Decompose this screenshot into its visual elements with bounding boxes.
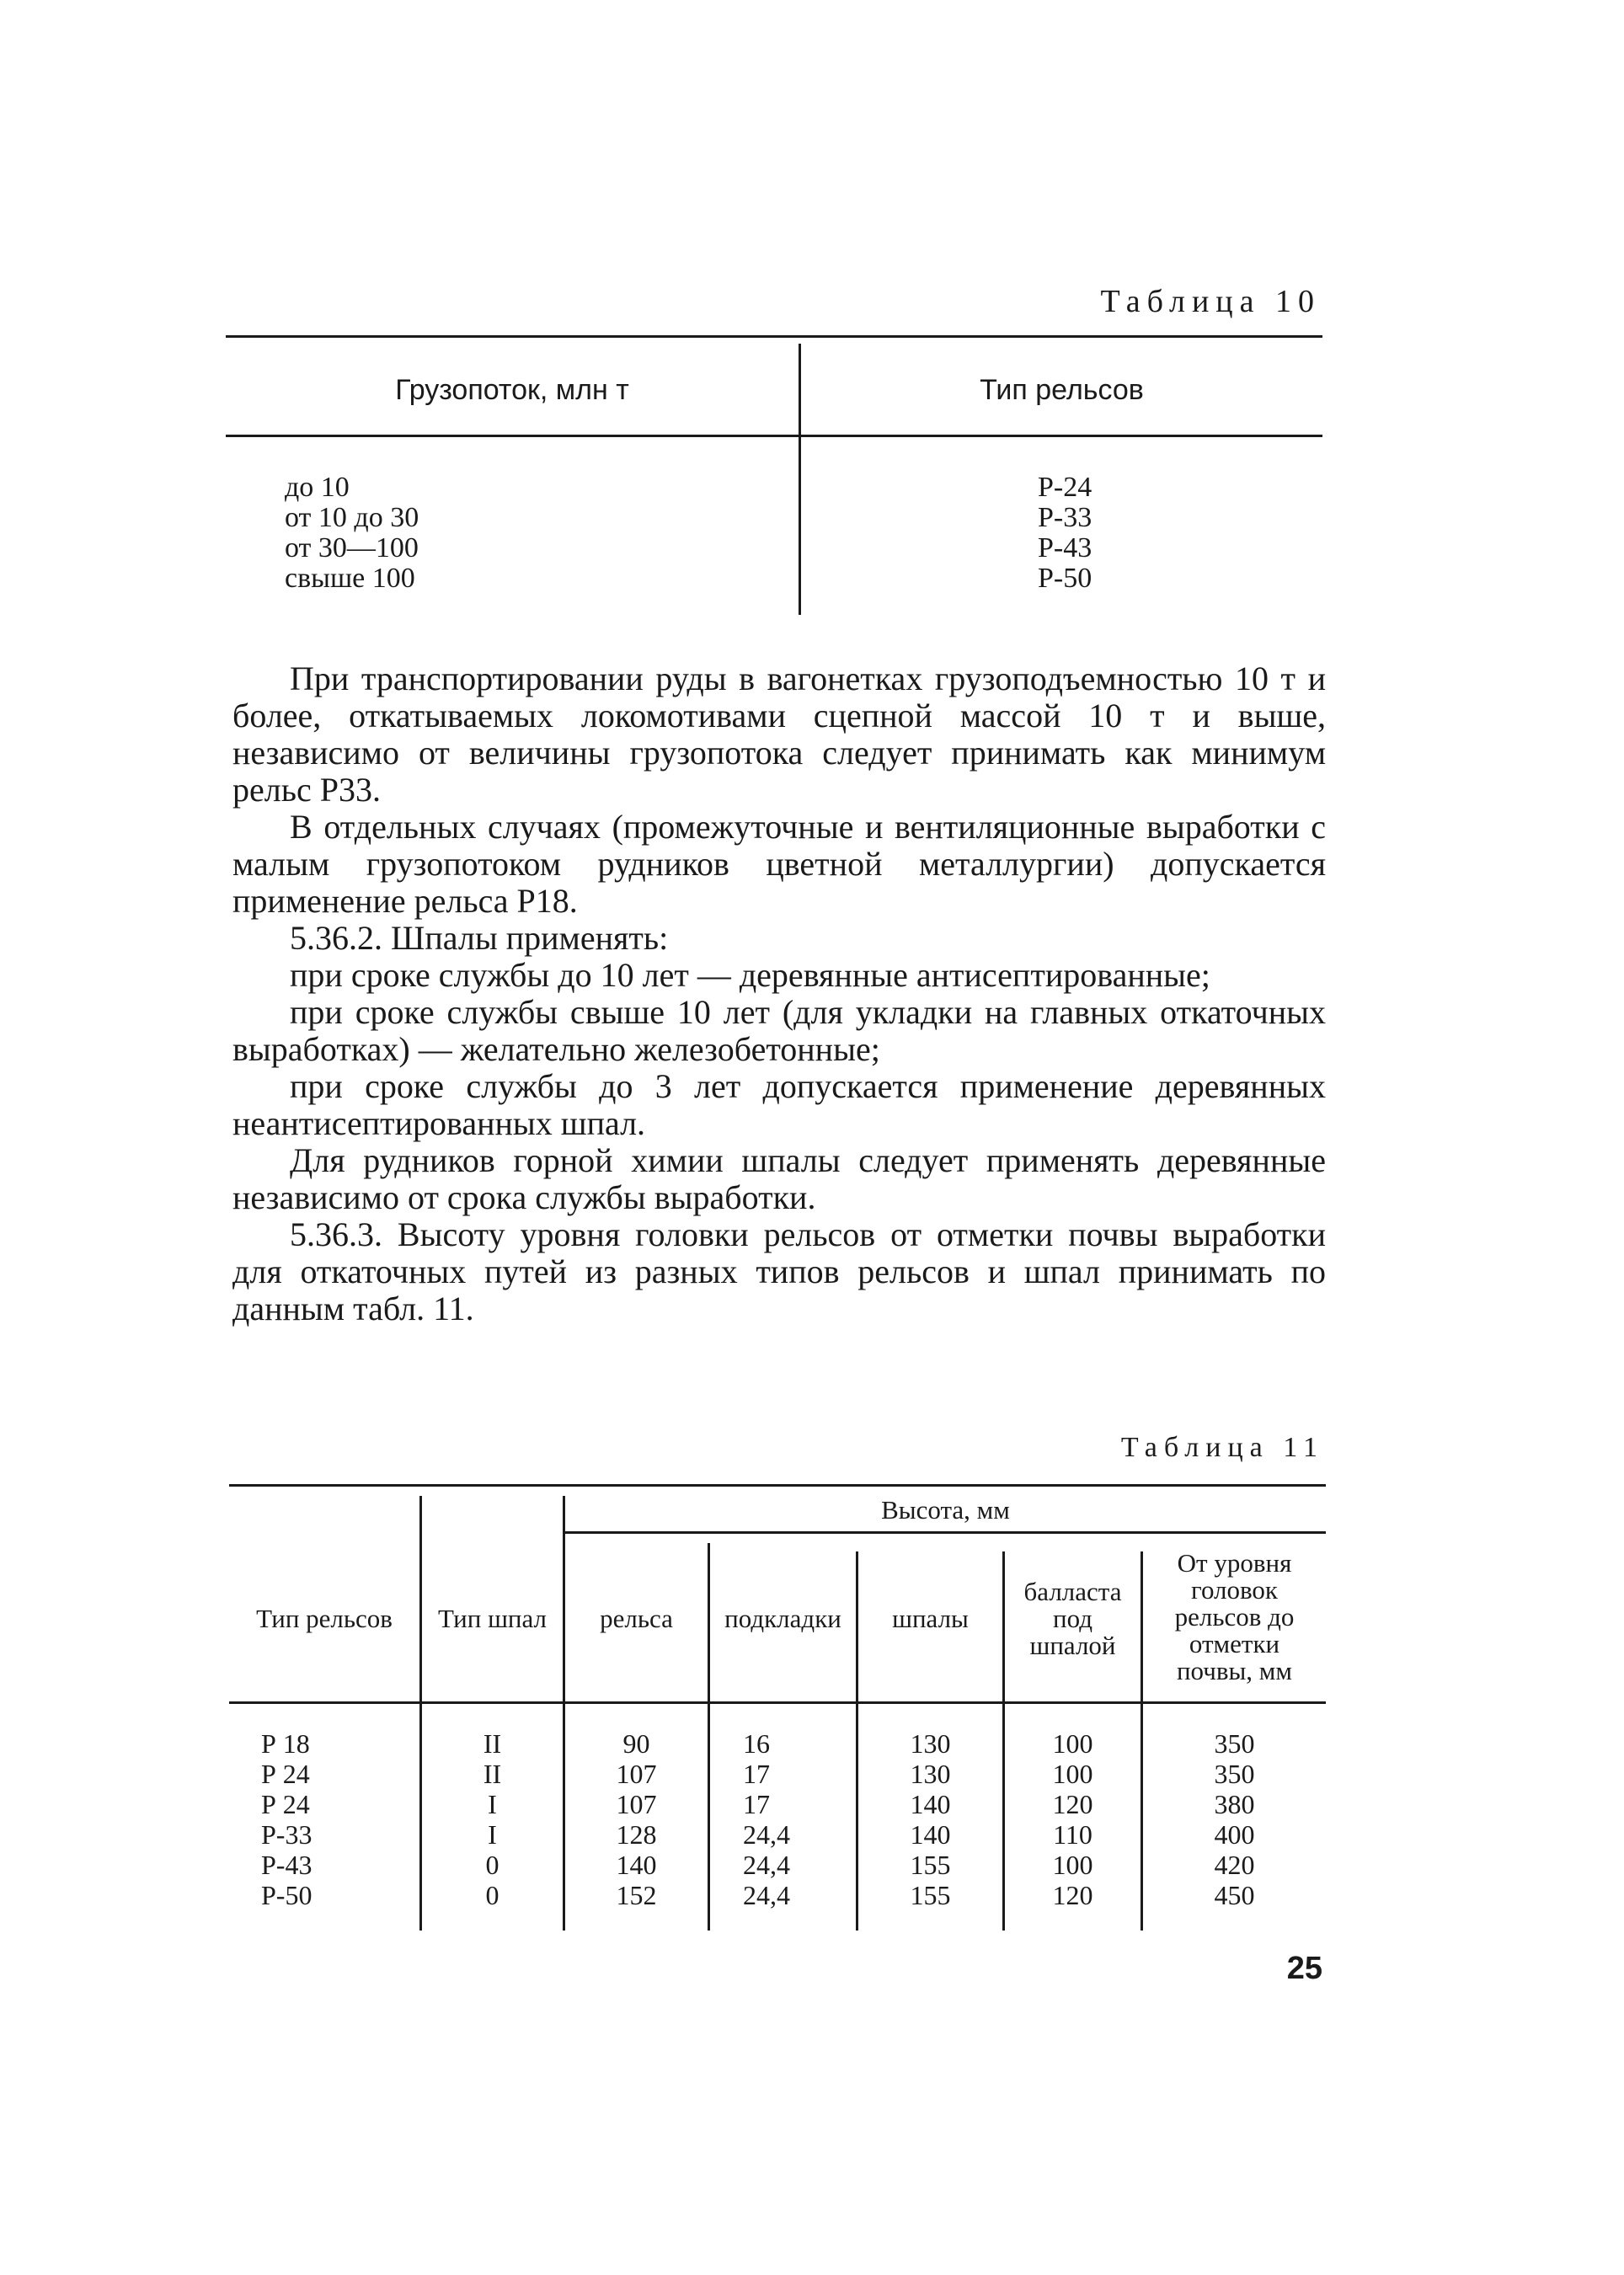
table-11-cell: 350 bbox=[1214, 1728, 1255, 1759]
table-11-cell: 400 bbox=[1214, 1819, 1255, 1850]
table-11-cell: 120 bbox=[1052, 1789, 1093, 1819]
table-11-cell: 107 bbox=[616, 1759, 657, 1789]
paragraph: при сроке службы свыше 10 лет (для укладки на главных откаточных выработках) — желательно железобетонные; bbox=[232, 993, 1326, 1068]
table-10-rail-cell: Р-24 bbox=[1038, 472, 1092, 503]
table-11-cell: 140 bbox=[910, 1789, 951, 1819]
table-11-cell: Р-33 bbox=[261, 1819, 313, 1850]
table-11-rail-column bbox=[565, 1728, 708, 1910]
table-11-cell: 155 bbox=[910, 1850, 951, 1880]
table-10-flow-cell: от 30—100 bbox=[285, 532, 419, 563]
table-11-header-sleeper-type: Тип шпал bbox=[437, 1604, 548, 1633]
paragraph: В отдельных случаях (промежуточные и вентиляционные выработки с малым грузопотоком рудников цветной металлургии) допускается применение рельса Р18. bbox=[232, 808, 1326, 920]
table-11-cell: II bbox=[483, 1728, 502, 1759]
table-11-cell: 130 bbox=[910, 1759, 951, 1789]
table-11-cell: 128 bbox=[616, 1819, 657, 1850]
body-text bbox=[232, 660, 1326, 1327]
table-11-header-rail: рельса bbox=[600, 1604, 673, 1633]
table-11-cell: 155 bbox=[910, 1880, 951, 1910]
table-11-header-sleeper: шпалы bbox=[892, 1604, 969, 1633]
table-11-cell: 120 bbox=[1052, 1880, 1093, 1910]
table-11 bbox=[229, 1484, 1326, 1931]
table-10-rail-cell: Р-33 bbox=[1038, 502, 1092, 533]
page-number: 25 bbox=[1286, 1951, 1322, 1986]
table-11-ballast-column bbox=[1005, 1728, 1141, 1910]
table-11-cell: 24,4 bbox=[743, 1850, 790, 1880]
table-10 bbox=[226, 335, 1322, 615]
paragraph: При транспортировании руды в вагонетках грузоподъемностью 10 т и более, откатываемых локомотивами сцепной массой 10 т и выше, независимо от величины грузопотока следует принимать как минимум рельс Р33. bbox=[232, 660, 1326, 809]
table-11-cell: Р 24 bbox=[261, 1789, 310, 1819]
table-11-cell: 380 bbox=[1214, 1789, 1255, 1819]
table-11-cell: Р-50 bbox=[261, 1880, 313, 1910]
table-11-header-rail-type: Тип рельсов bbox=[256, 1604, 393, 1633]
table-10-rail-cell: Р-50 bbox=[1038, 563, 1092, 594]
table-11-cell: 450 bbox=[1214, 1880, 1255, 1910]
table-11-pad-column bbox=[743, 1728, 790, 1910]
paragraph: при сроке службы до 10 лет — деревянные антисептированные; bbox=[290, 956, 1210, 994]
table-11-cell: 100 bbox=[1052, 1728, 1093, 1759]
table-11-cell: Р 18 bbox=[261, 1728, 310, 1759]
table-11-cell: 140 bbox=[616, 1850, 657, 1880]
table-11-cell: 0 bbox=[485, 1880, 499, 1910]
table-11-cell: Р-43 bbox=[261, 1850, 313, 1880]
paragraph: Для рудников горной химии шпалы следует применять деревянные независимо от срока службы выработки. bbox=[232, 1141, 1326, 1216]
table-10-top-rule bbox=[226, 335, 1322, 338]
table-11-cell: 350 bbox=[1214, 1759, 1255, 1789]
table-10-header-rule bbox=[226, 435, 1322, 437]
table-11-cell: 17 bbox=[743, 1789, 770, 1819]
table-10-flow-cell: от 10 до 30 bbox=[285, 502, 419, 533]
table-11-top-rule bbox=[229, 1484, 1326, 1487]
table-11-caption: Таблица 11 bbox=[1120, 1432, 1324, 1463]
table-10-flow-cell: до 10 bbox=[285, 472, 350, 503]
table-11-cell: 100 bbox=[1052, 1850, 1093, 1880]
table-11-cell: 140 bbox=[910, 1819, 951, 1850]
table-11-cell: 110 bbox=[1053, 1819, 1092, 1850]
table-11-header-total: От уровня головок рельсов до отметки почвы, мм bbox=[1174, 1548, 1295, 1685]
table-11-cell: 420 bbox=[1214, 1850, 1255, 1880]
table-11-cell: 16 bbox=[743, 1728, 770, 1759]
table-10-flow-cell: свыше 100 bbox=[285, 563, 415, 594]
table-11-total-column bbox=[1143, 1728, 1326, 1910]
table-10-header-flow: Грузопоток, млн т bbox=[395, 374, 629, 406]
table-11-cell: 24,4 bbox=[743, 1880, 790, 1910]
table-11-cell: 100 bbox=[1052, 1759, 1093, 1789]
table-11-rail-type-column bbox=[261, 1728, 312, 1910]
table-11-cell: 152 bbox=[616, 1880, 657, 1910]
table-11-cell: 24,4 bbox=[743, 1819, 790, 1850]
paragraph: 5.36.3. Высоту уровня головки рельсов от отметки почвы выработки для откаточных путей из разных типов рельсов и шпал принимать по данным табл. 11. bbox=[232, 1215, 1326, 1327]
table-11-cell: 0 bbox=[485, 1850, 499, 1880]
table-11-cell: 130 bbox=[910, 1728, 951, 1759]
table-11-cell: I bbox=[488, 1789, 497, 1819]
table-11-sleeper-column bbox=[858, 1728, 1002, 1910]
table-11-cell: I bbox=[488, 1819, 497, 1850]
paragraph: при сроке службы до 3 лет допускается применение деревянных неантисептированных шпал. bbox=[232, 1067, 1326, 1142]
table-10-flow-column bbox=[285, 473, 419, 594]
table-11-header-pad: подкладки bbox=[724, 1604, 841, 1633]
table-11-cell: Р 24 bbox=[261, 1759, 310, 1789]
table-10-caption: Таблица 10 bbox=[1100, 284, 1321, 319]
paragraph: 5.36.2. Шпалы применять: bbox=[290, 919, 669, 957]
table-10-rail-column bbox=[1038, 473, 1092, 594]
table-11-header-height-group: Высота, мм bbox=[881, 1495, 1010, 1525]
table-11-cell: II bbox=[483, 1759, 502, 1789]
table-11-cell: 90 bbox=[622, 1728, 650, 1759]
table-10-header-rail: Тип рельсов bbox=[980, 374, 1144, 406]
table-10-rail-cell: Р-43 bbox=[1038, 532, 1092, 563]
table-11-cell: 107 bbox=[616, 1789, 657, 1819]
table-11-sleeper-type-column bbox=[422, 1728, 563, 1910]
table-11-header-rule bbox=[229, 1701, 1326, 1704]
table-11-cell: 17 bbox=[743, 1759, 770, 1789]
table-11-header-ballast: балласта под шпалой bbox=[1023, 1577, 1122, 1660]
